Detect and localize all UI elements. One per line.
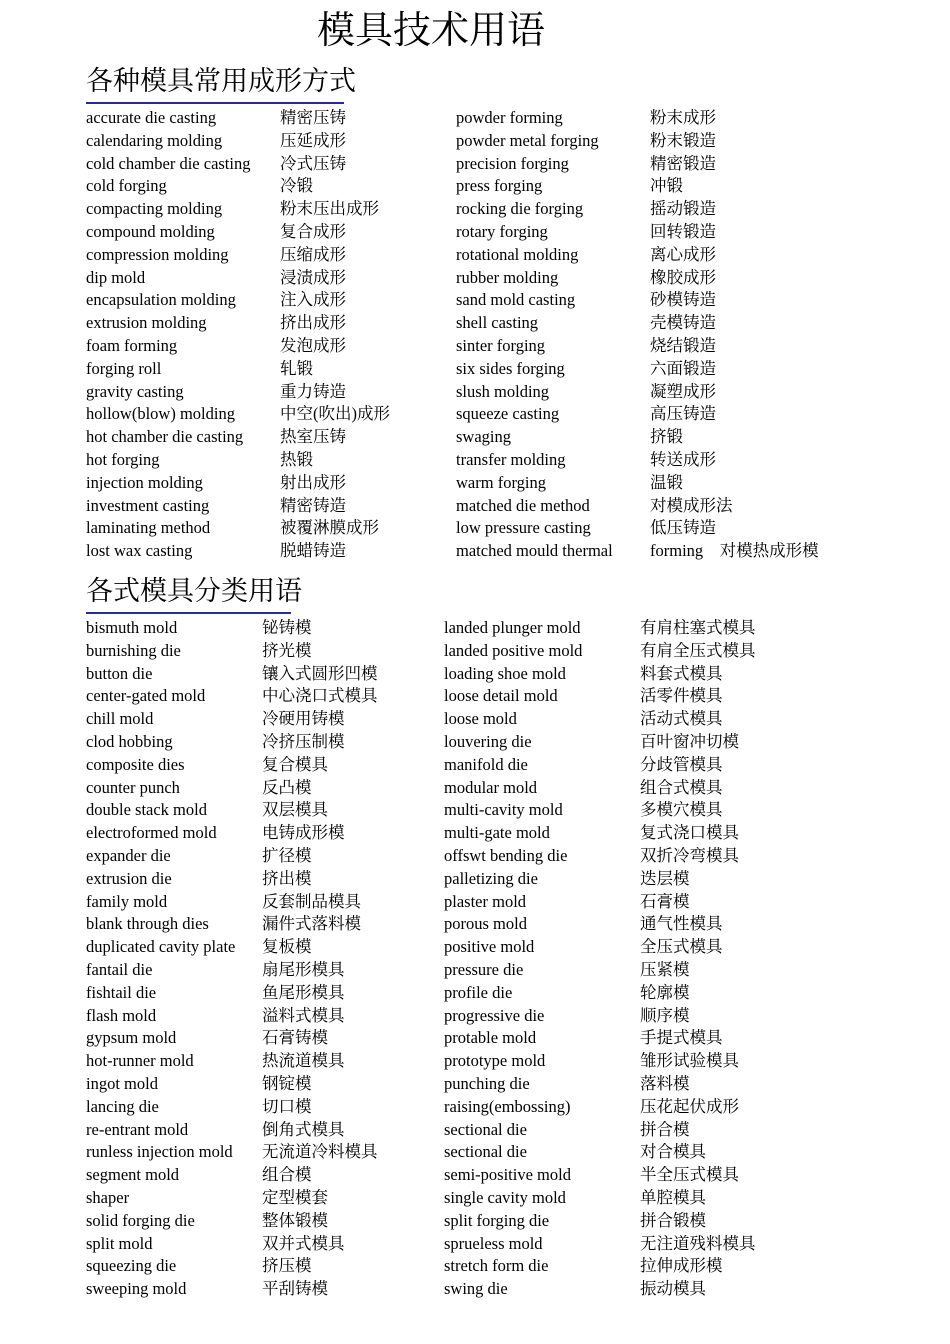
term-en: slush molding <box>456 381 550 401</box>
term-en: bismuth mold <box>86 618 178 637</box>
term-row <box>0 914 950 937</box>
term-zh: 六面锻造 <box>650 358 716 378</box>
term-row <box>0 732 950 755</box>
term-zh: 电铸成形模 <box>262 823 345 843</box>
term-row <box>0 382 950 405</box>
term-en: semi-positive mold <box>444 1165 571 1185</box>
term-en: rotational molding <box>456 244 579 264</box>
term-row <box>0 1256 950 1279</box>
term-en: composite dies <box>86 754 185 774</box>
term-en: multi-gate mold <box>444 823 550 843</box>
term-en: powder metal forging <box>456 130 599 150</box>
term-zh: 整体锻模 <box>262 1210 328 1230</box>
term-row <box>0 496 950 519</box>
term-en: electroformed mold <box>86 823 217 843</box>
term-zh: 半全压式模具 <box>640 1165 739 1185</box>
term-zh: 凝塑成形 <box>650 381 716 401</box>
term-row <box>0 131 950 154</box>
term-en: accurate die casting <box>86 108 217 127</box>
term-en: porous mold <box>444 914 527 934</box>
term-zh: 温锻 <box>650 472 683 492</box>
term-en: extrusion die <box>86 868 172 888</box>
term-row <box>0 176 950 199</box>
term-row <box>0 937 950 960</box>
term-zh: 冷挤压制模 <box>262 732 345 751</box>
term-row <box>0 1051 950 1074</box>
term-en: shell casting <box>456 313 539 333</box>
term-en: multi-cavity mold <box>444 800 563 820</box>
term-en: hot chamber die casting <box>86 427 244 447</box>
term-zh: 钢锭模 <box>262 1074 312 1093</box>
term-zh: 溢料式模具 <box>262 1005 345 1025</box>
term-zh: 复式浇口模具 <box>640 823 739 843</box>
term-en: sweeping mold <box>86 1279 187 1299</box>
term-zh: 冷硬用铸模 <box>262 709 345 729</box>
term-en: foam forming <box>86 336 178 355</box>
term-zh: 低压铸造 <box>650 518 716 538</box>
term-row <box>0 846 950 869</box>
term-en: lancing die <box>86 1096 159 1116</box>
term-row <box>0 404 950 427</box>
term-zh: 活动式模具 <box>640 709 723 729</box>
term-row <box>0 473 950 496</box>
term-zh: 轮廓模 <box>640 982 690 1002</box>
term-zh: 有肩柱塞式模具 <box>640 618 756 637</box>
term-row <box>0 108 950 131</box>
term-row <box>0 1028 950 1051</box>
term-en: landed plunger mold <box>444 618 581 637</box>
term-zh: 粉末成形 <box>650 108 716 127</box>
term-en: matched mould thermal <box>456 541 613 561</box>
term-en: rotary forging <box>456 222 548 241</box>
term-en: profile die <box>444 982 513 1002</box>
term-zh: 石膏模 <box>640 891 690 911</box>
term-zh: 射出成形 <box>280 472 346 492</box>
term-row <box>0 1120 950 1143</box>
term-en: compacting molding <box>86 199 223 219</box>
term-zh: 精密铸造 <box>280 495 346 515</box>
term-zh: 对模成形法 <box>650 495 733 515</box>
term-en: ingot mold <box>86 1074 158 1093</box>
term-zh: 转送成形 <box>650 450 716 469</box>
term-zh: 被覆淋膜成形 <box>280 518 379 538</box>
term-row <box>0 709 950 732</box>
term-en: calendaring molding <box>86 130 223 150</box>
term-en: punching die <box>444 1074 530 1093</box>
term-row <box>0 664 950 687</box>
term-zh: 有肩全压式模具 <box>640 640 756 660</box>
term-en: press forging <box>456 176 543 196</box>
term-en: squeezing die <box>86 1256 177 1276</box>
term-zh: 冷锻 <box>280 176 313 196</box>
term-en: flash mold <box>86 1005 157 1025</box>
term-en: prototype mold <box>444 1051 546 1071</box>
term-zh: 料套式模具 <box>640 663 723 683</box>
term-en: cold forging <box>86 176 167 196</box>
term-row <box>0 869 950 892</box>
term-zh: 砂模铸造 <box>650 290 716 310</box>
term-row <box>0 1006 950 1029</box>
term-row <box>0 960 950 983</box>
term-zh: 发泡成形 <box>280 336 346 355</box>
term-zh: 轧锻 <box>280 358 313 378</box>
term-zh: 镶入式圆形凹模 <box>262 663 378 683</box>
term-row <box>0 1234 950 1257</box>
term-en: investment casting <box>86 495 210 515</box>
term-en: encapsulation molding <box>86 290 236 310</box>
term-en: progressive die <box>444 1005 545 1025</box>
term-zh: 反套制品模具 <box>262 891 361 911</box>
term-en: split mold <box>86 1233 153 1253</box>
term-row <box>0 641 950 664</box>
term-row <box>0 1279 950 1302</box>
term-en: single cavity mold <box>444 1188 566 1207</box>
term-en: counter punch <box>86 777 180 797</box>
term-zh: 扇尾形模具 <box>262 960 345 979</box>
term-zh: 重力铸造 <box>280 381 346 401</box>
term-en: split forging die <box>444 1210 550 1230</box>
term-en: manifold die <box>444 754 528 774</box>
term-zh: 中心浇口式模具 <box>262 686 378 706</box>
term-en: segment mold <box>86 1165 180 1185</box>
term-row <box>0 778 950 801</box>
term-row <box>0 1188 950 1211</box>
term-zh: 双层模具 <box>262 800 328 820</box>
section-heading-forming-methods: 各种模具常用成形方式 <box>86 66 356 96</box>
page-title: 模具技术用语 <box>316 10 545 52</box>
term-zh: 组合式模具 <box>640 777 723 797</box>
term-en: fishtail die <box>86 982 157 1002</box>
term-row <box>0 541 950 564</box>
term-zh: 雏形试验模具 <box>640 1051 739 1071</box>
term-zh: 复板模 <box>262 937 312 957</box>
term-zh: 回转锻造 <box>650 222 716 241</box>
term-zh: 复合成形 <box>280 222 346 241</box>
term-en: swing die <box>444 1279 508 1299</box>
term-en: chill mold <box>86 709 154 729</box>
term-row <box>0 1074 950 1097</box>
term-zh: 活零件模具 <box>640 686 723 706</box>
term-en: offswt bending die <box>444 846 568 865</box>
term-en: extrusion molding <box>86 313 207 333</box>
term-en: compound molding <box>86 222 215 241</box>
term-en: shaper <box>86 1188 130 1207</box>
term-row <box>0 1142 950 1165</box>
term-zh: 离心成形 <box>650 244 716 264</box>
term-zh: 压紧模 <box>640 960 690 979</box>
term-en: six sides forging <box>456 358 565 378</box>
term-zh: 粉末锻造 <box>650 130 716 150</box>
term-en: expander die <box>86 846 171 865</box>
term-row <box>0 268 950 291</box>
term-zh: 漏件式落料模 <box>262 914 361 934</box>
term-row <box>0 222 950 245</box>
term-zh: 拼合模 <box>640 1119 690 1139</box>
term-zh: 无注道残料模具 <box>640 1233 756 1253</box>
term-zh: 组合模 <box>262 1165 312 1185</box>
term-zh: 挤锻 <box>650 427 683 447</box>
term-zh: 顺序模 <box>640 1005 690 1025</box>
term-row <box>0 800 950 823</box>
term-en: protable mold <box>444 1028 537 1048</box>
term-zh: 双并式模具 <box>262 1233 345 1253</box>
term-en: sand mold casting <box>456 290 576 310</box>
term-en: swaging <box>456 427 511 447</box>
term-row <box>0 1097 950 1120</box>
term-en: precision forging <box>456 153 569 173</box>
term-zh: 浸渍成形 <box>280 267 346 287</box>
term-en: warm forging <box>456 472 546 492</box>
term-zh: 倒角式模具 <box>262 1119 345 1139</box>
term-row <box>0 199 950 222</box>
term-en: gravity casting <box>86 381 184 401</box>
term-zh: 压延成形 <box>280 130 346 150</box>
term-row <box>0 686 950 709</box>
term-zh: 单腔模具 <box>640 1188 706 1207</box>
term-zh: 高压铸造 <box>650 404 716 424</box>
term-zh: 复合模具 <box>262 754 328 774</box>
term-zh: 挤光模 <box>262 640 312 660</box>
term-en: blank through dies <box>86 914 209 934</box>
term-zh: 橡胶成形 <box>650 267 716 287</box>
term-zh: 摇动锻造 <box>650 199 716 219</box>
term-en: positive mold <box>444 937 535 957</box>
term-row <box>0 618 950 641</box>
term-en: forging roll <box>86 358 162 378</box>
term-en: clod hobbing <box>86 732 173 751</box>
term-zh: 壳模铸造 <box>650 313 716 333</box>
term-zh: 热流道模具 <box>262 1051 345 1071</box>
term-zh: 落料模 <box>640 1074 690 1093</box>
term-row <box>0 1211 950 1234</box>
term-en: duplicated cavity plate <box>86 937 236 957</box>
term-en: hot-runner mold <box>86 1051 194 1071</box>
term-en: burnishing die <box>86 640 181 660</box>
term-en: gypsum mold <box>86 1028 177 1048</box>
term-zh: 石膏铸模 <box>262 1028 328 1048</box>
term-en: button die <box>86 663 153 683</box>
term-zh: 精密压铸 <box>280 108 346 127</box>
term-en: hollow(blow) molding <box>86 404 235 424</box>
term-zh: 通气性模具 <box>640 914 723 934</box>
term-en: lost wax casting <box>86 541 193 561</box>
term-zh: 粉末压出成形 <box>280 199 379 219</box>
term-en: runless injection mold <box>86 1142 233 1162</box>
term-en: sprueless mold <box>444 1233 543 1253</box>
term-en: loose mold <box>444 709 517 729</box>
term-zh: 压花起伏成形 <box>640 1096 739 1116</box>
term-en: sectional die <box>444 1142 527 1162</box>
section-underline <box>86 612 291 614</box>
term-en: re-entrant mold <box>86 1119 189 1139</box>
term-zh: 多模穴模具 <box>640 800 723 820</box>
term-zh: 平刮铸模 <box>262 1279 328 1299</box>
term-zh: 百叶窗冲切模 <box>640 732 739 751</box>
term-row <box>0 983 950 1006</box>
term-en: sectional die <box>444 1119 527 1139</box>
term-row <box>0 336 950 359</box>
term-en: hot forging <box>86 450 160 469</box>
term-zh: 手提式模具 <box>640 1028 723 1048</box>
term-en: compression molding <box>86 244 229 264</box>
term-en: raising(embossing) <box>444 1096 571 1116</box>
term-zh: 挤出模 <box>262 868 312 888</box>
term-en: matched die method <box>456 495 590 515</box>
term-zh: 挤出成形 <box>280 313 346 333</box>
term-row <box>0 1165 950 1188</box>
term-en: louvering die <box>444 732 532 751</box>
term-en: rocking die forging <box>456 199 584 219</box>
term-zh: 扩径模 <box>262 846 312 865</box>
term-zh: 热锻 <box>280 450 313 469</box>
term-zh: 对合模具 <box>640 1142 706 1162</box>
term-zh: 反凸模 <box>262 777 312 797</box>
term-en: stretch form die <box>444 1256 549 1276</box>
term-en: sinter forging <box>456 336 546 355</box>
term-row <box>0 313 950 336</box>
term-zh: 烧结锻造 <box>650 336 716 355</box>
term-zh: 冲锻 <box>650 176 683 196</box>
term-row <box>0 245 950 268</box>
term-row <box>0 290 950 313</box>
term-zh: 挤压模 <box>262 1256 312 1276</box>
term-en: injection molding <box>86 472 203 492</box>
term-zh: 铋铸模 <box>262 618 312 637</box>
term-en: landed positive mold <box>444 640 583 660</box>
term-en: double stack mold <box>86 800 207 820</box>
term-zh: 拉伸成形模 <box>640 1256 723 1276</box>
term-en: center-gated mold <box>86 686 206 706</box>
term-en: modular mold <box>444 777 538 797</box>
term-row <box>0 427 950 450</box>
term-en: palletizing die <box>444 868 538 888</box>
term-zh: 压缩成形 <box>280 244 346 264</box>
term-row <box>0 518 950 541</box>
term-zh: forming 对模热成形模 <box>650 541 819 561</box>
term-zh: 热室压铸 <box>280 427 346 447</box>
term-zh: 注入成形 <box>280 290 346 310</box>
term-en: pressure die <box>444 960 524 979</box>
term-en: dip mold <box>86 267 146 287</box>
term-row <box>0 450 950 473</box>
term-en: loose detail mold <box>444 686 558 706</box>
term-en: cold chamber die casting <box>86 153 251 173</box>
term-row <box>0 359 950 382</box>
term-zh: 精密锻造 <box>650 153 716 173</box>
term-zh: 中空(吹出)成形 <box>280 404 390 424</box>
term-en: fantail die <box>86 960 153 979</box>
term-zh: 振动模具 <box>640 1279 706 1299</box>
term-en: transfer molding <box>456 450 566 469</box>
term-en: loading shoe mold <box>444 663 566 683</box>
term-zh: 冷式压铸 <box>280 153 346 173</box>
term-en: solid forging die <box>86 1210 195 1230</box>
term-en: rubber molding <box>456 267 559 287</box>
term-zh: 双折冷弯模具 <box>640 846 739 865</box>
term-zh: 分歧管模具 <box>640 754 723 774</box>
term-zh: 脱蜡铸造 <box>280 541 346 561</box>
term-zh: 无流道冷料模具 <box>262 1142 378 1162</box>
term-en: plaster mold <box>444 891 527 911</box>
term-zh: 迭层模 <box>640 868 690 888</box>
term-row <box>0 755 950 778</box>
section-heading-mold-types: 各式模具分类用语 <box>86 576 302 606</box>
term-en: laminating method <box>86 518 211 538</box>
term-zh: 拼合锻模 <box>640 1210 706 1230</box>
section-underline <box>86 102 344 104</box>
term-zh: 全压式模具 <box>640 937 723 957</box>
term-row <box>0 892 950 915</box>
term-en: family mold <box>86 891 168 911</box>
term-en: low pressure casting <box>456 518 591 538</box>
term-zh: 鱼尾形模具 <box>262 982 345 1002</box>
term-en: squeeze casting <box>456 404 560 424</box>
term-en: powder forming <box>456 108 563 127</box>
term-zh: 切口模 <box>262 1096 312 1116</box>
term-row <box>0 154 950 177</box>
term-zh: 定型模套 <box>262 1188 328 1207</box>
term-row <box>0 823 950 846</box>
